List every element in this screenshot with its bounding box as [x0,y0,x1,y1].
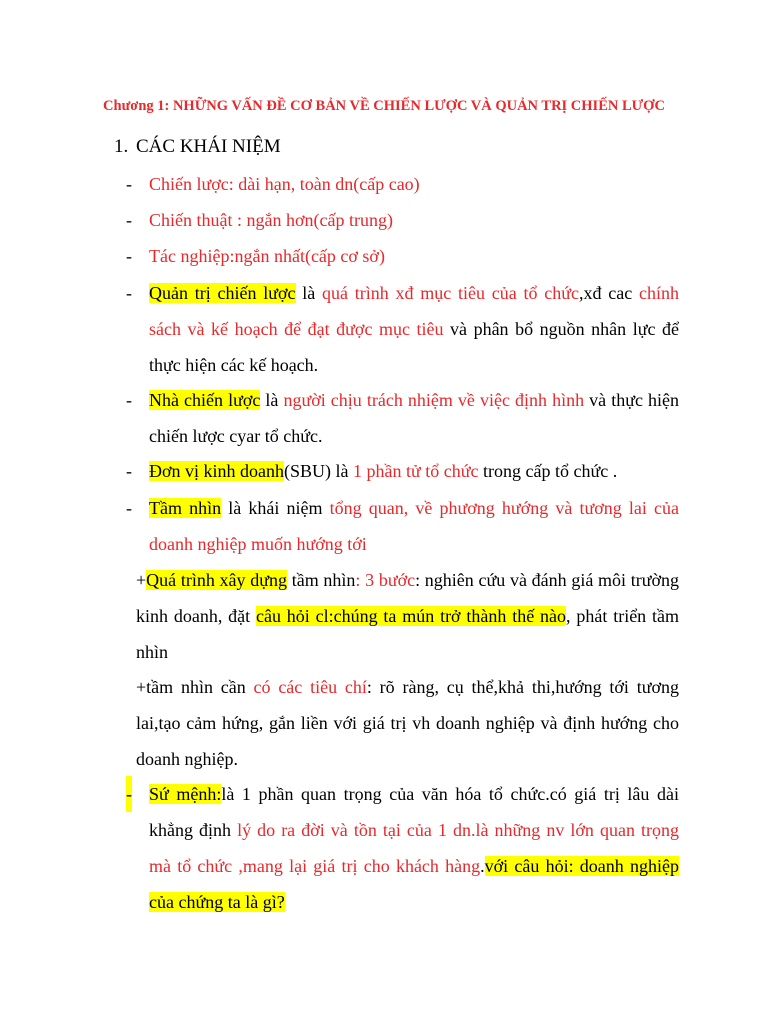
bullet-dash: - [126,210,132,230]
text: trong cấp tổ chức . [478,461,618,481]
text: : rõ ràng, cụ thể,khả thi,hướng tới tương lai,tạo cảm hứng, gắn liền với giá trị vh doanh nghiệp và định hướng cho doanh nghiệp. [136,677,679,769]
bullet-dash: - [126,390,132,410]
item-strategy: Chiến lược: dài hạn, toàn dn(cấp cao) [149,174,420,194]
text: : nghiên cứu và đánh giá môi trường kinh doanh, đặt [136,570,679,626]
text: và thực hiện chiến lược cyar tổ chức. [149,390,679,446]
term-strategic-management: Quản trị chiến lược [149,283,296,303]
bullet-dash-highlighted: - [126,776,132,812]
item-operation: Tác nghiệp:ngắn nhất(cấp cơ sở) [149,246,385,266]
text: và phân bổ nguồn nhân lực để thực hiện các kế hoạch. [149,319,679,375]
text-red: tổng quan, về phương hướng và tương lai của doanh nghiệp muốn hướng tới [149,498,679,554]
text-red: : 3 bước [355,570,416,590]
text: là [260,390,284,410]
highlight-question: với câu hỏi: doanh nghiệp của chứng ta là gì? [149,856,680,912]
section-heading [114,136,281,158]
text-red: quá trình xđ mục tiêu của tổ chức [322,283,580,303]
text: tầm nhìn [287,570,356,590]
text: là khái niệm [221,498,330,518]
section-label: CÁC KHÁI NIỆM [136,136,281,157]
term-vision: Tầm nhìn [149,498,222,518]
bullet-dash: - [126,246,132,266]
item-tactic: Chiến thuật : ngắn hơn(cấp trung) [149,210,393,230]
term-mission: Sứ mệnh: [149,784,222,804]
bullet-dash: - [126,461,132,481]
text-red: lý do ra đời và tồn tại của 1 dn.là những nv lớn quan trọng mà tổ chức ,mang lại giá trị cho khách hàng [149,820,679,876]
bullet-dash: - [126,174,132,194]
text: , phát triển tầm nhìn [136,606,680,662]
text: là [295,283,323,303]
text-red: 1 phần tử tổ chức [353,461,479,481]
item-strategic-management [149,275,679,383]
term-sbu: Đơn vị kinh doanh [149,461,285,481]
text-red: người chịu trách nhiệm về việc định hình [283,390,585,410]
text-red: có các tiêu chí [253,677,367,697]
text: là 1 phần quan trọng của văn hóa tổ chức.có giá trị lâu dài khẳng định [149,784,679,840]
text: (SBU) là [284,461,354,481]
item-vision [149,490,679,562]
text: +tầm nhìn cần [136,677,254,697]
bullet-dash: - [126,283,132,303]
item-mission [149,776,679,920]
term-building-process: Quá trình xây dựng [146,570,287,590]
text: . [480,856,485,876]
vision-criteria-paragraph [136,669,679,777]
section-number: 1. [114,136,129,157]
highlight-question: câu hỏi cl:chúng ta mún trở thành thế nào [255,606,567,626]
term-strategist: Nhà chiến lược [149,390,261,410]
text: + [136,570,147,590]
vision-process-paragraph [136,562,679,670]
text-red: chính sách và kế hoạch để đạt được mục tiêu [149,283,680,339]
bullet-dash: - [126,498,132,518]
chapter-title: Chương 1: NHỮNG VẤN ĐỀ CƠ BẢN VỀ CHIẾN LƯỢC VÀ QUẢN TRỊ CHIẾN LƯỢC [103,98,665,114]
item-strategist [149,382,679,454]
item-sbu [149,453,679,489]
text: ,xđ cac [579,283,640,303]
